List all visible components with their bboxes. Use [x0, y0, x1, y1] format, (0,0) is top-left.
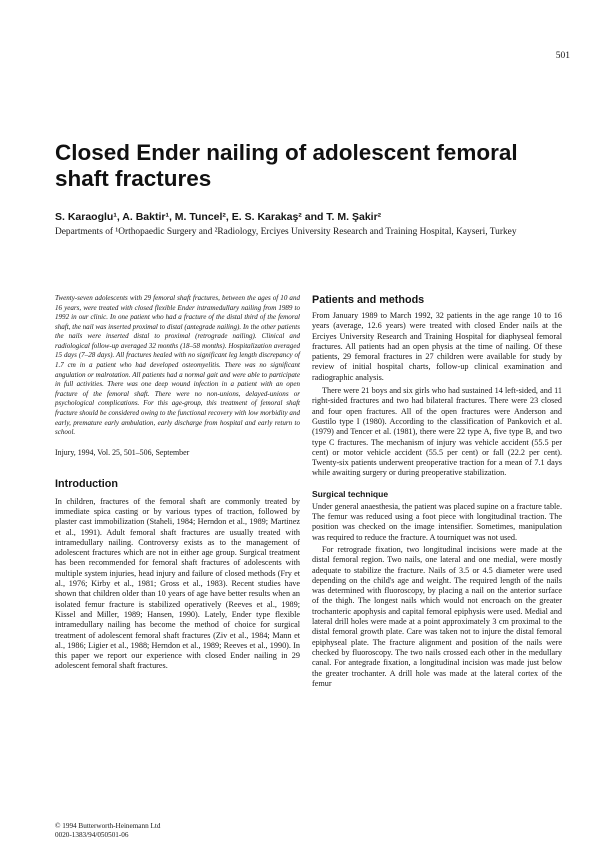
surgical-technique-paragraph-2: For retrograde fixation, two longitudinal incisions were made at the distal femoral region. Two nails, one lateral and one medial, were mostly adequate to stabilize the fracture. Nails of 3.5 or 4.5 diameter were used depending on the child's age and weight. The required length of the nails was determined with fluoroscopy, by placing a nail on the anterior surface of the thigh. The longest nails which would not encroach on the greater trochanteric apophysis and capital femoral epiphysis were used. Medial and lateral drill holes were made at a point approximately 3 cm proximal to the distal femoral growth plate. Care was taken not to injure the distal femoral epiphyseal plate. The fracture alignment and position of the nails were checked by fluoroscopy. The two nails crossed each other in the medullary canal. For antegrade fixation, a longitudinal incision was made just below the greater trochanter. A drill hole was made at the lateral cortex of the femur — [312, 544, 562, 688]
abstract: Twenty-seven adolescents with 29 femoral shaft fractures, between the ages of 10 and 16 years, were treated with closed flexible Ender intramedullary nailing from 1989 to 1992 in our clinic. In one patient who had a fracture of the distal third of the femoral shaft, the nail was inserted proximal to distal (antegrade nailing). In the other patients the nails were inserted distal to proximal (retrograde nailing). Clinical and radiological follow-up averaged 32 months (18–58 months). Hospitalization averaged 15 days (7–28 days). All fractures healed with no significant leg length discrepancy of 1.7 cm in a patient who had developed osteomyelitis. There was no significant angulation or malrotation. All patients had a normal gait and were able to participate in full activities. There was one deep wound infection in a patient with an open fracture of the femoral shaft. There were no non-unions, delayed-unions or psychological complications. For this age-group, this treatment of femoral shaft fracture should be considered owing to the functional recovery with low morbidity and early, premature early ambulation, early discharge from hospital and early return to school. — [55, 294, 300, 437]
article-title: Closed Ender nailing of adolescent femoral shaft fractures — [55, 140, 518, 191]
footer — [55, 822, 295, 841]
patients-methods-paragraph-2: There were 21 boys and six girls who had sustained 14 left-sided, and 11 right-sided fractures and two had bilateral fractures. There were 23 closed and four open fractures. All of the open fractures were Anderson and Gustilo type I (1980). According to the classification of Pankovich et al. (1979) and Tencer et al. (1981), there were 22 type A, five type B, and two type C fractures. The mechanism of injury was vehicle accident (55.5 per cent) or motor vehicle accident (55.5 per cent) or fall (22.2 per cent). Twenty-six patients underwent preoperative traction for a mean of 7.1 days while awaiting surgery or during preoperative stabilization. — [312, 386, 562, 478]
introduction-text: In children, fractures of the femoral shaft are commonly treated by immediate spica casting or by various types of traction, followed by plaster cast immobilization (Staheli, 1984; Herndon et al., 1989; Martinez et al., 1991). Adult femoral shaft fractures are usually treated with intramedullary nailing. Controversy exists as to the management of adolescent fractures which are not in either age group. Surgical treatment has been recommended for femoral shaft fractures of adolescents with multiple system injuries, head injury and failure of closed methods (Fry et al., 1976; Kirby et al., 1981; Gross et al., 1983). Recent studies have shown that children older than 10 years of age have better results when an isolated femur fracture is stabilized operatively (Reeves et al., 1989; Kissel and Miller, 1989; Hansen, 1990). Lately, Ender type flexible intramedullary nailing has become the method of choice for surgical treatment of adolescent femoral shaft fractures (Ziv et al., 1984; Mann et al., 1986; Ligier et al., 1988; Herndon et al., 1989; Reeves et al., 1990). In this paper we report our experience with closed Ender nailing in 29 adolescent femoral shaft fractures. — [55, 496, 300, 671]
surgical-technique-paragraph-1: Under general anaesthesia, the patient was placed supine on a fracture table. The femur was reduced using a foot piece with longitudinal traction. The position was checked on the image intensifier. Sometimes, manipulation was required to reduce the fracture. A tourniquet was not used. — [312, 501, 562, 542]
introduction-heading: Introduction — [55, 477, 118, 490]
page-number: 501 — [555, 51, 570, 61]
patients-methods-paragraph-1: From January 1989 to March 1992, 32 patients in the age range 10 to 16 years (average, 12.6 years) were treated with closed Ender nails at the Erciyes University Research and Training Hospital for diaphyseal femoral fractures. All patients had an open physis at the time of nailing. Of these patients, 29 femoral fractures in 27 children were available for study by review of initial hospital charts, follow-up clinical examination and radiographic analysis. — [312, 311, 562, 382]
author-affiliation: Departments of ¹Orthopaedic Surgery and ²Radiology, Erciyes University Research and Training Hospital, Kayseri, Turkey — [55, 227, 517, 237]
journal-citation: Injury, 1994, Vol. 25, 501–506, September — [55, 447, 190, 457]
copyright-line: © 1994 Butterworth-Heinemann Ltd — [55, 822, 161, 830]
author-list: S. Karaoglu¹, A. Baktir¹, M. Tuncel², E. S. Karakaş² and T. M. Şakir² — [55, 211, 382, 223]
surgical-technique-heading: Surgical technique — [312, 488, 389, 499]
left-column — [55, 294, 300, 672]
right-column — [312, 294, 562, 689]
patients-methods-heading: Patients and methods — [312, 294, 425, 306]
issn-line: 0020-1383/94/050501-06 — [55, 831, 129, 840]
